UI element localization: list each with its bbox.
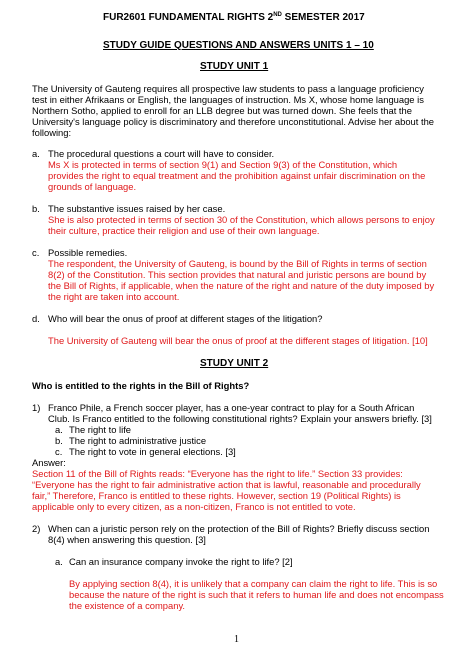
answer-line: their culture, practice their religion and use of their own language. <box>48 225 320 236</box>
answer-line: the right are taken into account. <box>48 291 180 302</box>
answer-line: grounds of language. <box>48 181 137 192</box>
answer-line: 8(2) of the Constitution. This section provides that natural and juristic persons are bound by <box>48 269 427 280</box>
answer-line: because the nature of the right is such that it refers to human life and does not encompass <box>69 589 444 600</box>
subitem-text: The right to administrative justice <box>69 435 207 446</box>
question-text: Franco Phile, a French soccer player, has a one-year contract to play for a South African <box>48 402 415 413</box>
unit2-heading: STUDY UNIT 2 <box>200 358 269 369</box>
unit1-intro-line: test in either Afrikaans or English, the languages of instruction. Ms X, whose home language is <box>32 94 424 105</box>
question-marker: a. <box>32 148 40 159</box>
question-marker: b. <box>32 203 40 214</box>
answer-line: the Bill of Rights, if applicable, when the nature of the right and nature of the duty imposed by <box>48 280 435 291</box>
question-marker: c. <box>32 247 40 258</box>
answer-line: applicable only to every citizen, as a non-citizen, Franco is not entitled to vote. <box>32 501 356 512</box>
answer-line: fair,” Therefore, Franco is entitled to these rights. However, section 19 (Political Rights) is <box>32 490 401 501</box>
question-text: The substantive issues raised by her case. <box>48 203 226 214</box>
answer-line: provides the right to equal treatment and the prohibition against unfair discrimination on the <box>48 170 426 181</box>
answer-label: Answer: <box>32 457 66 468</box>
answer-line: Ms X is protected in terms of section 9(1) and Section 9(3) of the Constitution, which <box>48 159 398 170</box>
question-text: 8(4) when answering this question. [3] <box>48 534 206 545</box>
title-text-end: SEMESTER 2017 <box>281 12 365 23</box>
unit1-heading: STUDY UNIT 1 <box>200 61 269 72</box>
subitem-marker: a. <box>55 424 63 435</box>
document-subtitle: STUDY GUIDE QUESTIONS AND ANSWERS UNITS 1 – 10 <box>103 40 374 51</box>
question-marker: 1) <box>32 402 41 413</box>
subitem-marker: c. <box>55 446 63 457</box>
subitem-text: Can an insurance company invoke the right to life? [2] <box>69 556 293 567</box>
answer-line: Section 11 of the Bill of Rights reads: “Everyone has the right to life.” Section 33 provides: <box>32 468 403 479</box>
answer-line: “Everyone has the right to fair administrative action that is lawful, reasonable and procedurally <box>32 479 421 490</box>
question-marker: 2) <box>32 523 41 534</box>
unit1-intro-line: The University of Gauteng requires all prospective law students to pass a language proficiency <box>32 83 424 94</box>
document-title <box>103 12 365 23</box>
unit1-intro-line: Northern Sotho, applied to enroll for an LLB degree but was turned down. She feels that the <box>32 105 412 116</box>
answer-line: The University of Gauteng will bear the onus of proof at the different stages of litigation. [10] <box>48 335 428 346</box>
subitem-marker: a. <box>55 556 63 567</box>
answer-line: By applying section 8(4), it is unlikely that a company can claim the right to life. This is so <box>69 578 438 589</box>
question-text: Possible remedies. <box>48 247 128 258</box>
unit2-bold-question: Who is entitled to the rights in the Bill of Rights? <box>32 380 250 391</box>
unit1-intro-line: following: <box>32 127 72 138</box>
title-superscript: ND <box>273 12 282 18</box>
title-text: FUR2601 FUNDAMENTAL RIGHTS 2 <box>103 12 274 23</box>
question-text: The procedural questions a court will have to consider. <box>48 148 275 159</box>
question-marker: d. <box>32 313 40 324</box>
unit1-intro-line: University's language policy is discriminatory and therefore unconstitutional. Advise her about the <box>32 116 435 127</box>
question-text: Who will bear the onus of proof at different stages of the litigation? <box>48 313 323 324</box>
answer-line: She is also protected in terms of section 30 of the Constitution, which allows persons to enjoy <box>48 214 435 225</box>
answer-line: the existence of a company. <box>69 600 186 611</box>
answer-line: The respondent, the University of Gauteng, is bound by the Bill of Rights in terms of section <box>48 258 427 269</box>
page-number: 1 <box>234 634 239 645</box>
question-text: Club. Is Franco entitled to the following constitutional rights? Explain your answers briefly. [3] <box>48 413 432 424</box>
subitem-text: The right to life <box>69 424 132 435</box>
subitem-marker: b. <box>55 435 63 446</box>
subitem-text: The right to vote in general elections. [3] <box>69 446 236 457</box>
question-text: When can a juristic person rely on the protection of the Bill of Rights? Briefly discuss section <box>48 523 430 534</box>
